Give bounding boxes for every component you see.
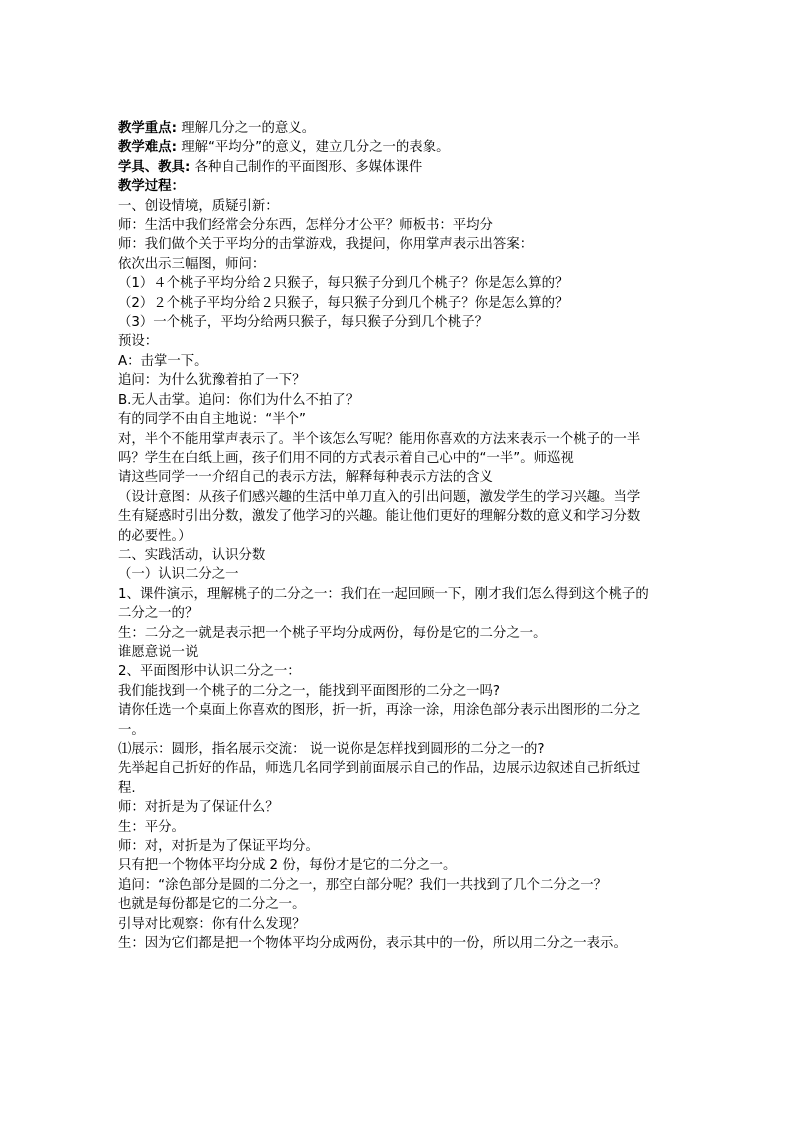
text-line: 的必要性。）: [118, 528, 192, 544]
teaching-key-point: 教学重点: 理解几分之一的意义。: [118, 121, 316, 136]
text-line: 追问：“涂色部分是圆的二分之一，那空白部分呢？我们一共找到了几个二分之一？: [118, 877, 607, 893]
teaching-key-point-text: 理解几分之一的意义。: [181, 121, 316, 136]
text-line: A：击掌一下。: [118, 353, 208, 369]
text-line: 我们能找到一个桃子的二分之一，能找到平面图形的二分之一吗?: [118, 683, 501, 699]
text-line: 吗？学生在白纸上画，孩子们用不同的方式表示着自己心中的“一半”。师巡视: [118, 450, 574, 466]
text-line: 生有疑惑时引出分数，激发了他学习的兴趣。能让他们更好的理解分数的意义和学习分数: [118, 509, 641, 525]
text-line: 一、创设情境，质疑引新：: [118, 198, 279, 214]
teaching-tools: 学具、教具: 各种自己制作的平面图形、多媒体课件: [118, 159, 423, 175]
text-line: 先举起自己折好的作品，师选几名同学到前面展示自己的作品，边展示边叙述自己折纸过: [118, 761, 641, 777]
teaching-difficulty-label: 教学难点: [118, 140, 172, 156]
text-line: 师：生活中我们经常会分东西，怎样分才公平？师板书：平均分: [118, 218, 493, 234]
text-line: 请这些同学一一介绍自己的表示方法，解释每种表示方法的含义: [118, 470, 493, 486]
text-line: 师：我们做个关于平均分的击掌游戏，我提问，你用掌声表示出答案：: [118, 237, 534, 253]
text-line: 有的同学不由自主地说：“半个”: [118, 412, 306, 428]
text-line: 只有把一个物体平均分成 2 份，每份才是它的二分之一。: [118, 858, 457, 874]
text-line: 预设：: [118, 334, 159, 350]
teaching-difficulty: 教学难点: 理解“平均分”的意义，建立几分之一的表象。: [118, 140, 450, 156]
section-heading: 二、实践活动，认识分数: [118, 547, 266, 563]
text-line: 请你任选一个桌面上你喜欢的图形，折一折，再涂一涂，用涂色部分表示出图形的二分之: [118, 703, 641, 719]
text-line: 2、平面图形中认识二分之一：: [118, 664, 301, 680]
text-line: ⑴展示：圆形，指名展示交流： 说一说你是怎样找到圆形的二分之一的?: [118, 742, 545, 757]
text-line: 1、课件演示，理解桃子的二分之一：我们在一起回顾一下，刚才我们怎么得到这个桃子的: [118, 586, 649, 602]
text-line: （2）２个桃子平均分给２只猴子，每只猴子分到几个桃子？你是怎么算的？: [118, 295, 569, 311]
teaching-tools-label: 学具、教具: [118, 159, 185, 175]
text-line: 二分之一的？: [118, 606, 199, 622]
text-line: 生：因为它们都是把一个物体平均分成两份，表示其中的一份，所以用二分之一表示。: [118, 936, 627, 952]
text-line: B.无人击掌。追问：你们为什么不拍了？: [118, 392, 360, 408]
text-line: 引导对比观察：你有什么发现？: [118, 916, 306, 932]
text-line: 程.: [118, 780, 136, 796]
subsection-heading: （一）认识二分之一: [118, 567, 239, 583]
text-line: （3）一个桃子，平均分给两只猴子，每只猴子分到几个桃子？: [118, 315, 489, 331]
text-line: 谁愿意说一说: [118, 644, 199, 660]
teaching-key-point-label: 教学重点: [118, 121, 172, 136]
text-line: （1）４个桃子平均分给２只猴子，每只猴子分到几个桃子？你是怎么算的？: [118, 276, 569, 292]
text-line: 对，半个不能用掌声表示了。半个该怎么写呢？能用你喜欢的方法来表示一个桃子的一半: [118, 431, 641, 447]
text-line: 师：对，对折是为了保证平均分。: [118, 839, 319, 855]
text-line: 生：二分之一就是表示把一个桃子平均分成两份，每份是它的二分之一。: [118, 625, 547, 641]
text-line: 生：平分。: [118, 819, 185, 835]
teaching-process-heading: 教学过程：: [118, 179, 185, 195]
lesson-plan-page: [118, 119, 678, 953]
text-line: 追问：为什么犹豫着拍了一下？: [118, 373, 306, 389]
teaching-tools-text: 各种自己制作的平面图形、多媒体课件: [194, 159, 423, 175]
text-line: （设计意图：从孩子们感兴趣的生活中单刀直入的引出问题，激发学生的学习兴趣。当学: [118, 489, 641, 505]
teaching-difficulty-text: 理解“平均分”的意义，建立几分之一的表象。: [181, 140, 450, 156]
text-line: 也就是每份都是它的二分之一。: [118, 897, 306, 913]
text-line: 依次出示三幅图，师问：: [118, 256, 266, 272]
text-line: 师：对折是为了保证什么？: [118, 800, 279, 816]
text-line: 一。: [118, 722, 145, 738]
